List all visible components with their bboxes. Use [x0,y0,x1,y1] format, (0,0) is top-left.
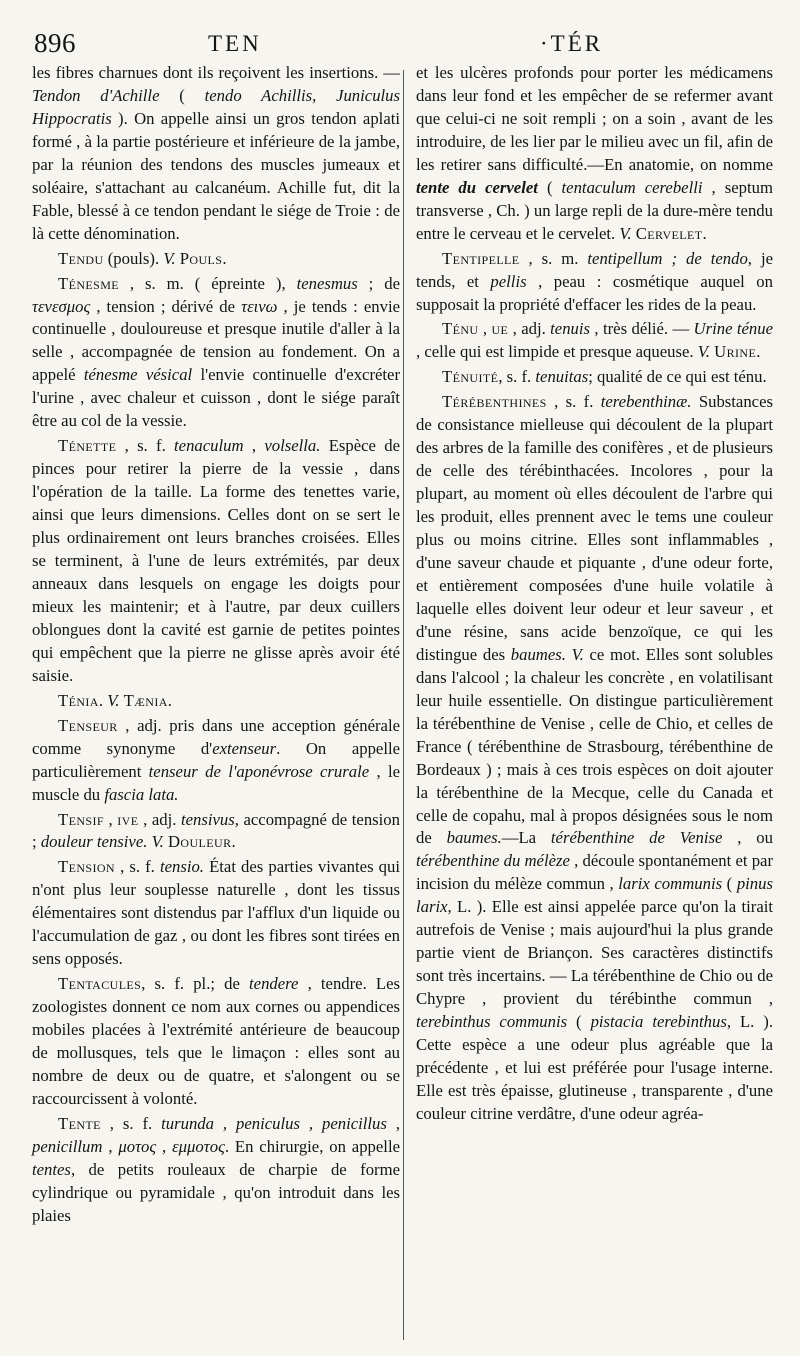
dictionary-entry: Tensif , ive , adj. tensivus, accompagné de tension ; douleur tensive. V. Douleur. [32,809,400,852]
running-header [30,28,770,58]
dictionary-entry: Ténia. V. Tænia. [58,690,172,710]
dictionary-entry: Ténette , s. f. tenaculum , volsella. Espèce de pinces pour retirer la pierre de la vessie , dans l'opération de la taille. La forme des tenettes varie, ainsi que leurs dimensions. Celles dont on se sert le plus ordinairement ont leurs branches croisées. Elles se terminent, à l'une de leurs extrémités, par deux anneaux dans lesquels on engage les doigts pour mieux les maintenir; et à l'autre, par deux cuillers oblongues dont la cavité est garnie de petites pointes qui empêchent que la pierre ne glisse après avoir été saisie. [32,436,400,685]
page-number: 896 [34,28,76,58]
dictionary-entry: Tension , s. f. tensio. État des parties vivantes qui n'ont plus leur souplesse naturelle , dont les tissus élémentaires sont distendus par l'afflux d'un liquide ou l'accumulation de gaz , ou dont les fibres sont tirées en sens opposés. [32,857,400,969]
dictionary-entry: Tente , s. f. turunda , peniculus , penicillus , penicillum , μοτος , εμμοτος. En chirurgie, on appelle tentes, de petits rouleaux de charpie de forme cylindrique ou pyramidale , qu'on introduit dans les plaies [32,1113,400,1225]
dictionary-entry: et les ulcères profonds pour porter les médicamens dans leur fond et les empêcher de se refermer avant que celui-ci ne soit rempli ; on a soin , avant de les introduire, de les lier par le milieu avec un fil, afin de les retirer sans difficulté.—En anatomie, on nomme tente du cervelet ( tentaculum cerebelli , septum transverse , Ch. ) un large repli de la dure-mère tendu entre le cerveau et le cervelet. V. Cervelet. [416,63,773,243]
dictionary-entry: Térébenthines , s. f. terebenthinæ. Substances de consistance mielleuse qui découlent de la plupart des arbres de la famille des conifères , et de plusieurs de celle des térébinthacées. Incolores , pour la plupart, au moment où elles découlent de l'arbre qui les produit, elles prennent avec le tems une couleur plus ou moins citrine. Elles sont inflammables , d'une saveur chaude et piquante , d'une odeur forte, et entièrement composées d'une huile volatile à laquelle elles doivent leur odeur et leur saveur , et d'une résine, sans acide benzoïque, ce qui les distingue des baumes. V. ce mot. Elles sont solubles dans l'alcool ; la chaleur les concrète , en volatilisant leur huile essentielle. On distingue particulièrement la térébenthine de Venise , celle de Chio, et celles de France ( térébenthine de Strasbourg, térébenthine de Bordeaux ) ; mais à ces trois espèces on doit ajouter la térébenthine de la Mecque, celle du Canada et celle de copahu, mal à propos désignées sous le nom de baumes.—La térébenthine de Venise , ou térébenthine du mélèze , découle spontanément et par incision du mélèze commun , larix communis ( pinus larix, L. ). Elle est ainsi appelée parce qu'on la tirait autrefois de Venise ; mais aujourd'hui la plus grande partie vient de Briançon. Ses caractères distinctifs sont très incertains. — La térébenthine de Chio ou de Chypre , provient du térébinthe commun , terebinthus communis ( pistacia terebinthus, L. ). Cette espèce a une odeur plus agréable que la précédente , et lui est préférée pour l'usage interne. Elle est très épaisse, glutineuse , transparente , d'une couleur citrine verdâtre, d'une odeur agréa- [416,392,773,1123]
column-divider [403,70,404,1340]
right-running-head: ·TÉR [540,31,604,56]
right-column [416,62,773,1126]
dictionary-entry: Tenseur , adj. pris dans une acception générale comme synonyme d'extenseur. On appelle particulièrement tenseur de l'aponévrose crurale , le muscle du fascia lata. [32,715,401,804]
dictionary-entry: les fibres charnues dont ils reçoivent les insertions. — Tendon d'Achille ( tendo Achillis, Juniculus Hippocratis ). On appelle ainsi un gros tendon aplati formé , à la partie postérieure et inférieure de la jambe, par la réunion des tendons des muscles jumeaux et soléaire, s'attachant au calcanéum. Achille fut, dit la Fable, blessé à ce tendon pendant le siége de Troie : de là cette dénomination. [32,63,401,243]
dictionary-entry: Tendu (pouls). V. Pouls. [58,248,227,268]
left-running-head: TEN [208,31,262,56]
dictionary-entry: Ténesme , s. m. ( épreinte ), tenesmus ; de τενεσμος , tension ; dérivé de τεινω , je tends : envie continuelle , douloureuse et presque inutile d'aller à la selle , accompagnée de tension au fondement. On a appelé ténesme vésical l'envie continuelle d'excréter l'urine , avec chaleur et cuisson , dont le siége paraît être au col de la vessie. [32,273,401,431]
left-column [32,62,400,1228]
dictionary-entry: Tentipelle , s. m. tentipellum ; de tendo, je tends, et pellis , peau : cosmétique auquel on supposait la propriété d'effacer les rides de la peau. [416,248,773,314]
dictionary-entry: Tentacules, s. f. pl.; de tendere , tendre. Les zoologistes donnent ce nom aux cornes ou appendices mobiles placées à l'extrémité antérieure de beaucoup de mollusques, tels que le limaçon : elles sont au nombre de deux ou de quatre, et s'alongent ou se raccourcissent à volonté. [32,974,400,1108]
dictionary-entry: Ténu , ue , adj. tenuis , très délié. — Urine ténue , celle qui est limpide et presque aqueuse. V. Urine. [416,319,774,362]
dictionary-entry: Ténuité, s. f. tenuitas; qualité de ce qui est ténu. [442,367,767,387]
